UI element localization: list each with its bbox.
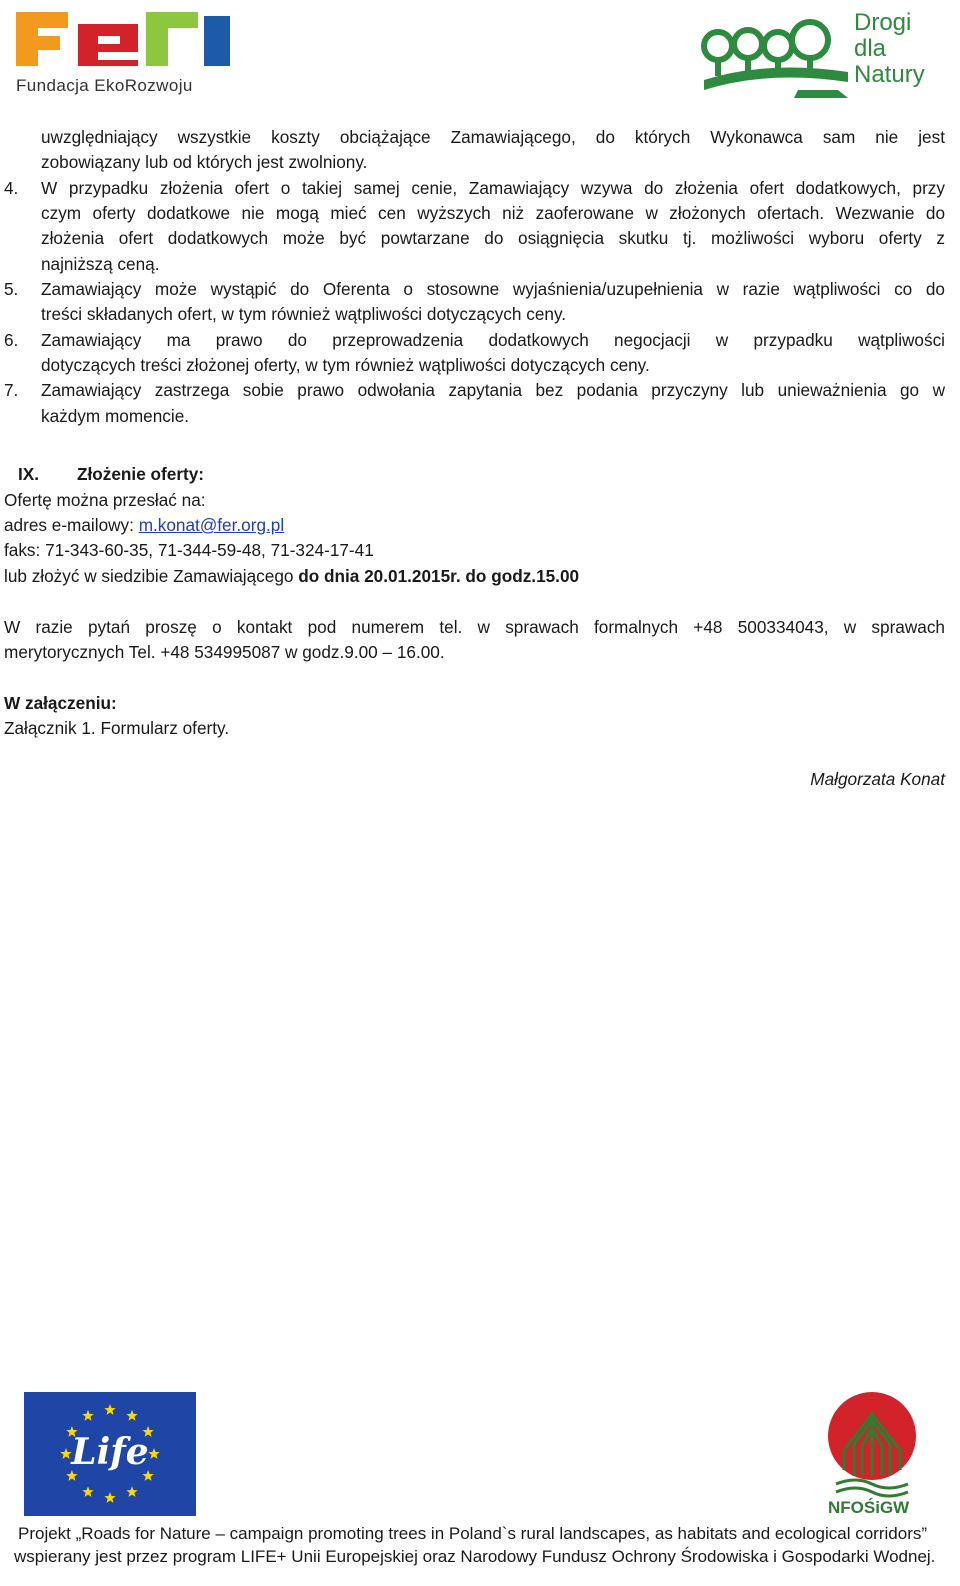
signature: Małgorzata Konat: [810, 769, 945, 789]
list-item-line: treści składanych ofert, w tym również wątpliwości dotyczących ceny.: [41, 304, 567, 324]
deliver-prefix: lub złożyć w siedzibie Zamawiającego: [4, 566, 299, 586]
nfosigw-label: NFOŚiGW: [828, 1498, 910, 1517]
footer-line: wspierany jest przez program LIFE+ Unii Europejskiej oraz Narodowy Fundusz Ochrony Środowiska i Gospodarki Wodnej.: [14, 1547, 936, 1566]
fer-logo-mark: [14, 6, 234, 76]
list-item-line: złożenia ofert dodatkowych może być powtarzane do osiągnięcia skutku tj. możliwości wyboru oferty z: [41, 228, 945, 248]
list-item-line: Zamawiający może wystąpić do Oferenta o stosowne wyjaśnienia/uzupełnienia w razie wątpliwości co do: [41, 279, 945, 299]
email-label: adres e-mailowy:: [4, 515, 139, 535]
list-item-line: czym oferty dodatkowe nie mogą mieć cen wyższych niż zaoferowane w złożonych ofertach. Wezwanie do: [41, 203, 945, 223]
life-wordmark: Life: [71, 1431, 149, 1473]
footer-line: Projekt „Roads for Nature – campaign promoting trees in Poland`s rural landscapes, as habitats and ecological corridors”: [18, 1524, 928, 1543]
deliver-line: [4, 565, 579, 587]
fax-line: faks: 71-343-60-35, 71-344-59-48, 71-324-17-41: [4, 540, 374, 560]
list-item-line: W przypadku złożenia ofert o takiej samej cenie, Zamawiający wzywa do złożenia ofert dodatkowych, przy: [41, 178, 945, 198]
contact-line: W razie pytań proszę o kontakt pod numerem tel. w sprawach formalnych +48 500334043, w sprawach: [4, 617, 945, 637]
fer-logo: [14, 6, 234, 98]
list-item-line: dotyczących treści złożonej oferty, w tym również wątpliwości dotyczących ceny.: [41, 355, 650, 375]
send-to-text: Ofertę można przesłać na:: [4, 490, 206, 510]
list-number: 5.: [4, 279, 19, 299]
continued-text-line: zobowiązany lub od których jest zwolniony.: [41, 152, 368, 172]
natury-word: Natury: [854, 61, 925, 88]
list-number: 4.: [4, 178, 19, 198]
drogi-dla-natury-logo: [698, 10, 948, 100]
attachment-item: Załącznik 1. Formularz oferty.: [4, 718, 230, 738]
list-item-line: Zamawiający zastrzega sobie prawo odwołania zapytania bez podania przyczyny lub unieważnienia go w: [41, 380, 945, 400]
drogi-word: Drogi: [854, 9, 912, 36]
drogi-dla-natury-wordmark: [854, 10, 925, 88]
list-number: 7.: [4, 380, 19, 400]
eu-flag-icon: [24, 1392, 196, 1516]
contact-line: merytorycznych Tel. +48 534995087 w godz.9.00 – 16.00.: [4, 642, 445, 662]
continued-text-line: uwzględniający wszystkie koszty obciążające Zamawiającego, do których Wykonawca sam nie jest: [41, 127, 945, 147]
list-number: 6.: [4, 330, 19, 350]
list-item-line: najniższą ceną.: [41, 254, 160, 274]
list-item-line: Zamawiający ma prawo do przeprowadzenia dodatkowych negocjacji w przypadku wątpliwości: [41, 330, 945, 350]
email-link[interactable]: m.konat@fer.org.pl: [138, 515, 285, 535]
trees-road-icon: [698, 10, 854, 100]
dla-word: dla: [854, 35, 887, 62]
list-item-line: każdym momencie.: [41, 406, 190, 426]
section-number: IX.: [18, 464, 40, 484]
fer-logo-caption: Fundacja EkoRozwoju: [16, 76, 193, 95]
attachments-title: W załączeniu:: [4, 693, 117, 713]
section-title: Złożenie oferty:: [77, 464, 205, 484]
nfosigw-logo: [826, 1390, 918, 1520]
eu-life-logo: [24, 1392, 196, 1516]
deliver-deadline: do dnia 20.01.2015r. do godz.15.00: [298, 566, 580, 586]
email-line: [4, 514, 284, 536]
nfosigw-emblem-icon: [826, 1390, 918, 1500]
